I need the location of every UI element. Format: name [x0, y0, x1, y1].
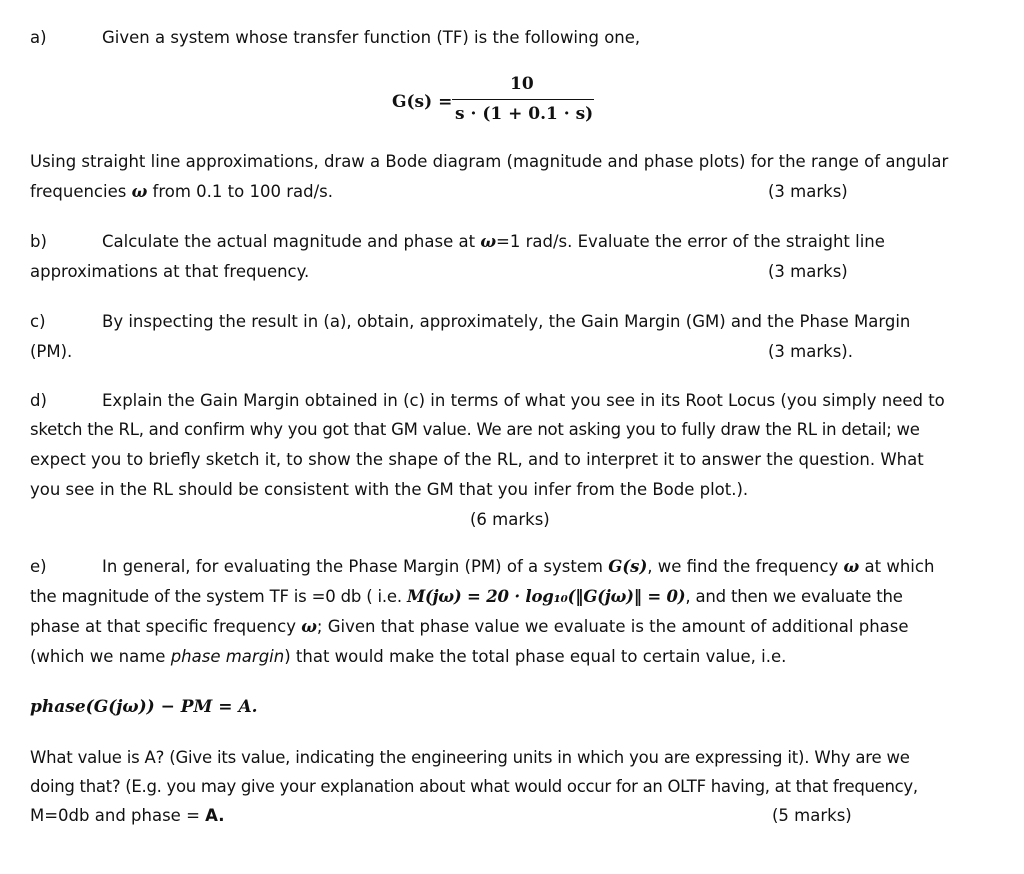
tf-numerator: 10: [510, 74, 534, 94]
magnitude-formula: M(jω) = 20 · log₁₀(‖G(jω)‖ = 0): [406, 587, 686, 606]
omega-symbol: ω: [480, 232, 497, 251]
part-e-line-3: phase at that specific frequency ω; Given that phase value we evaluate is the amount of additional phase: [30, 617, 909, 636]
part-b-line-2: approximations at that frequency.: [30, 262, 310, 281]
omega-symbol: ω: [843, 557, 860, 576]
part-e-line-1: In general, for evaluating the Phase Margin (PM) of a system G(s), we find the frequency ω at which: [102, 557, 935, 576]
phase-equation: phase(G(jω)) − PM = A.: [30, 697, 258, 717]
part-e-question-1: What value is A? (Give its value, indicating the engineering units in which you are expressing it). Why are we: [30, 748, 910, 767]
gs-symbol: G(s): [608, 557, 648, 576]
phase-margin-italic: phase margin: [170, 647, 285, 666]
part-d-marks: (6 marks): [470, 510, 550, 529]
part-e-marks: (5 marks): [772, 806, 852, 825]
part-e-label: e): [30, 557, 47, 576]
tf-lhs: G(s) =: [392, 92, 453, 112]
part-d-line-2: sketch the RL, and confirm why you got that GM value. We are not asking you to fully draw the RL in detail; we: [30, 420, 920, 439]
part-b-line-1: Calculate the actual magnitude and phase at ω=1 rad/s. Evaluate the error of the straight line: [102, 232, 885, 251]
part-d-label: d): [30, 391, 47, 410]
part-e-line-4: (which we name phase margin) that would make the total phase equal to certain value, i.e.: [30, 647, 787, 666]
part-b-marks: (3 marks): [768, 262, 848, 281]
omega-symbol: ω: [301, 617, 317, 636]
part-e-line-2: the magnitude of the system TF is =0 db ( i.e. M(jω) = 20 · log₁₀(‖G(jω)‖ = 0), and then we evaluate the: [30, 587, 903, 606]
part-b-label: b): [30, 232, 47, 251]
part-e-question-3: M=0db and phase = A.: [30, 806, 225, 825]
fraction-bar: [452, 99, 594, 100]
part-c-label: c): [30, 312, 46, 331]
part-d-line-1: Explain the Gain Margin obtained in (c) in terms of what you see in its Root Locus (you simply need to: [102, 391, 945, 410]
part-d-line-4: you see in the RL should be consistent with the GM that you infer from the Bode plot.).: [30, 480, 749, 499]
part-c-line-1: By inspecting the result in (a), obtain, approximately, the Gain Margin (GM) and the Phase Margin: [102, 312, 911, 331]
part-a-label: a): [30, 28, 47, 47]
tf-denominator: s · (1 + 0.1 · s): [455, 104, 594, 124]
omega-symbol: ω: [131, 182, 148, 201]
part-a-line-2: frequencies ω from 0.1 to 100 rad/s.: [30, 182, 333, 201]
part-c-marks: (3 marks).: [768, 342, 853, 361]
part-a-line-1: Using straight line approximations, draw a Bode diagram (magnitude and phase plots) for the range of angular: [30, 152, 949, 171]
part-e-question-2: doing that? (E.g. you may give your explanation about what would occur for an OLTF having, at that frequency,: [30, 777, 918, 796]
part-a-intro: Given a system whose transfer function (TF) is the following one,: [102, 28, 641, 47]
part-d-line-3: expect you to briefly sketch it, to show the shape of the RL, and to interpret it to answer the question. What: [30, 450, 924, 469]
part-a-marks: (3 marks): [768, 182, 848, 201]
part-c-line-2: (PM).: [30, 342, 73, 361]
